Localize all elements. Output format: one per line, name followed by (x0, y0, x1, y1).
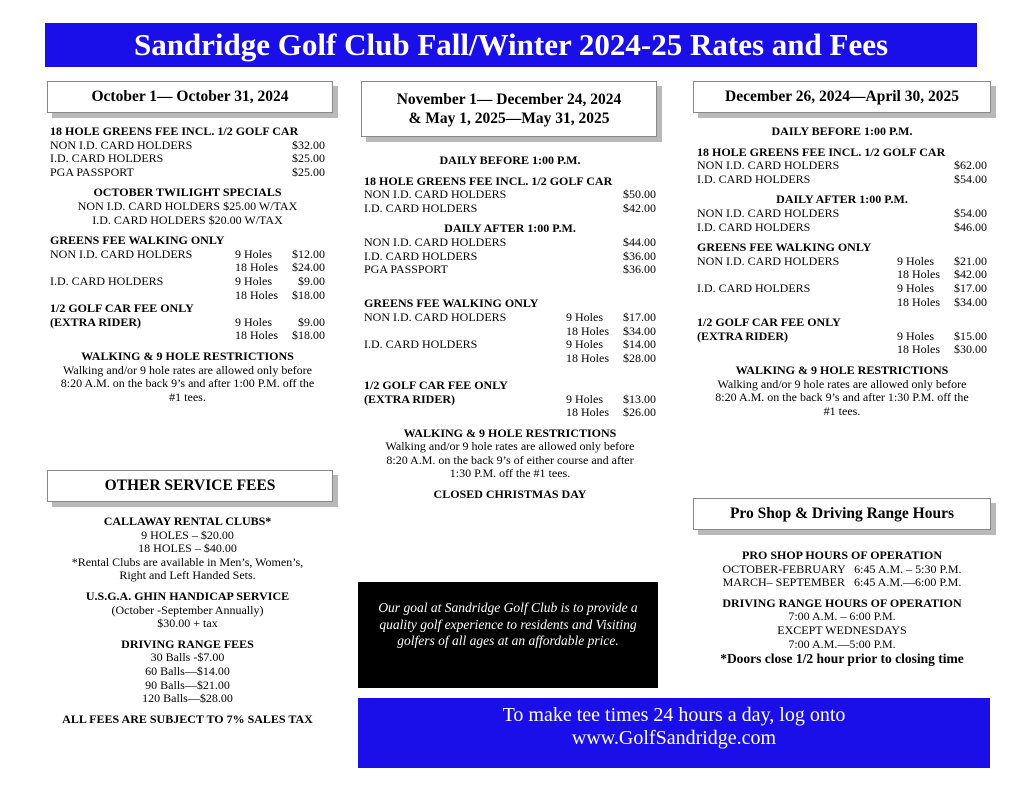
restrictions-line: 8:20 A.M. on the back 9’s and after 1:30 P.M. off the (715, 390, 969, 405)
rate-row: (EXTRA RIDER) 9 Holes $15.00 (697, 328, 987, 343)
range-fee-line: 90 Balls—$21.00 (145, 677, 230, 692)
other-fees-header-box (47, 470, 333, 502)
rate-row: I.D. CARD HOLDERS $36.00 (364, 248, 656, 263)
proshop-header-box (693, 498, 991, 530)
daily-before-title: DAILY BEFORE 1:00 P.M. (771, 124, 913, 138)
rate-row: 18 Holes $24.00 (235, 260, 325, 275)
rental-line: 18 HOLES – $40.00 (138, 541, 237, 556)
rate-row: NON I.D. CARD HOLDERS 9 Holes $21.00 (697, 253, 987, 268)
rate-row: 18 Holes $28.00 (566, 350, 656, 365)
restrictions-title: WALKING & 9 HOLE RESTRICTIONS (81, 348, 294, 363)
october-header: October 1— October 31, 2024 (91, 88, 289, 105)
proshop-hours (697, 549, 987, 667)
twilight-title: OCTOBER TWILIGHT SPECIALS (93, 185, 282, 200)
restrictions-line: 8:20 A.M. on the back 9’s and after 1:00 P.M. off the (60, 376, 315, 391)
tee-times-banner (358, 698, 990, 768)
proshop-hours-line: OCTOBER-FEBRUARY 6:45 A.M. – 5:30 P.M. (722, 561, 962, 576)
restrictions-title: WALKING & 9 HOLE RESTRICTIONS (735, 362, 949, 377)
november-header-line: November 1— December 24, 2024 (396, 91, 622, 108)
rate-row: NON I.D. CARD HOLDERS 9 Holes $17.00 (364, 309, 656, 324)
rate-row: 18 Holes $34.00 (897, 294, 987, 309)
range-fee-line: 60 Balls—$14.00 (145, 663, 230, 678)
restrictions-line: Walking and/or 9 hole rates are allowed only before (385, 439, 635, 454)
rate-row: PGA PASSPORT $36.00 (364, 262, 656, 277)
rate-row: NON I.D. CARD HOLDERS $32.00 (50, 137, 325, 152)
greens-fee-title: 18 HOLE GREENS FEE INCL. 1/2 GOLF CAR (697, 144, 946, 159)
rate-row: 18 Holes $26.00 (566, 405, 656, 420)
walking-title: GREENS FEE WALKING ONLY (697, 240, 872, 255)
december-header-box (693, 81, 991, 113)
daily-after-title: DAILY AFTER 1:00 P.M. (776, 192, 908, 207)
rate-row: I.D. CARD HOLDERS $46.00 (697, 219, 987, 234)
twilight-line: NON I.D. CARD HOLDERS $25.00 W/TAX (77, 198, 298, 213)
range-fee-line: 30 Balls -$7.00 (150, 650, 225, 665)
rate-row: 18 Holes $18.00 (235, 328, 325, 343)
proshop-header: Pro Shop & Driving Range Hours (729, 505, 955, 522)
walking-title: GREENS FEE WALKING ONLY (364, 296, 539, 311)
rate-row: I.D. CARD HOLDERS 9 Holes $17.00 (697, 280, 987, 295)
restrictions-line: #1 tees. (169, 389, 206, 404)
twilight-line: I.D. CARD HOLDERS $20.00 W/TAX (92, 212, 283, 227)
restrictions-line: Walking and/or 9 hole rates are allowed only before (63, 362, 312, 377)
range-hours-line: 7:00 A.M. – 6:00 P.M. (788, 609, 896, 624)
rental-title: CALLAWAY RENTAL CLUBS* (103, 514, 272, 528)
walking-title: GREENS FEE WALKING ONLY (50, 233, 225, 248)
rental-line: *Rental Clubs are available in Men’s, Women’s, (71, 554, 304, 569)
rate-row: NON I.D. CARD HOLDERS $62.00 (697, 158, 987, 173)
ghin-line: (October -September Annually) (111, 602, 264, 617)
restrictions-line: #1 tees. (823, 403, 861, 418)
rate-row: NON I.D. CARD HOLDERS $44.00 (364, 234, 656, 249)
december-rates (697, 125, 987, 418)
rate-row: PGA PASSPORT $25.00 (50, 164, 325, 179)
restrictions-line: Walking and/or 9 hole rates are allowed only before (717, 376, 967, 391)
website-link[interactable]: www.GolfSandridge.com (571, 727, 777, 749)
daily-after-title: DAILY AFTER 1:00 P.M. (444, 221, 576, 236)
rate-row: I.D. CARD HOLDERS 9 Holes $14.00 (364, 337, 656, 352)
car-fee-title: 1/2 GOLF CAR FEE ONLY (50, 301, 194, 316)
rate-row: (EXTRA RIDER) 9 Holes $9.00 (50, 314, 325, 329)
range-hours-title: DRIVING RANGE HOURS OF OPERATION (722, 595, 962, 610)
other-fees-header: OTHER SERVICE FEES (104, 477, 276, 494)
doors-close-note: *Doors close 1/2 hour prior to closing time (720, 651, 964, 667)
rental-line: 9 HOLES – $20.00 (141, 527, 234, 542)
rate-row: 18 Holes $34.00 (566, 323, 656, 338)
closed-christmas: CLOSED CHRISTMAS DAY (433, 487, 587, 502)
restrictions-title: WALKING & 9 HOLE RESTRICTIONS (403, 425, 617, 440)
range-hours-line: 7:00 A.M.—5:00 P.M. (788, 636, 896, 651)
october-rates (50, 125, 325, 404)
restrictions-line: 8:20 A.M. on the back 9’s of either course and after (386, 452, 634, 467)
rate-row: NON I.D. CARD HOLDERS 9 Holes $12.00 (50, 246, 325, 261)
rental-line: Right and Left Handed Sets. (119, 568, 256, 583)
rate-row: 18 Holes $18.00 (235, 287, 325, 302)
greens-fee-title: 18 HOLE GREENS FEE INCL. 1/2 GOLF CAR (364, 173, 613, 188)
rate-row: I.D. CARD HOLDERS $42.00 (364, 200, 656, 215)
ghin-line: $30.00 + tax (157, 616, 218, 631)
november-header-line: & May 1, 2025—May 31, 2025 (408, 110, 610, 127)
range-hours-line: EXCEPT WEDNESDAYS (777, 622, 907, 637)
other-fees (50, 515, 325, 726)
page-title: Sandridge Golf Club Fall/Winter 2024-25 Rates and Fees (45, 23, 977, 67)
rate-row: I.D. CARD HOLDERS $54.00 (697, 171, 987, 186)
november-rates (364, 154, 656, 502)
tee-times-line: To make tee times 24 hours a day, log onto (502, 704, 846, 726)
october-header-box (47, 81, 333, 113)
daily-before-title: DAILY BEFORE 1:00 P.M. (439, 153, 581, 167)
rate-row: NON I.D. CARD HOLDERS $50.00 (364, 187, 656, 202)
rate-row: I.D. CARD HOLDERS 9 Holes $9.00 (50, 273, 325, 288)
november-header-box (361, 81, 657, 137)
rate-row: (EXTRA RIDER) 9 Holes $13.00 (364, 391, 656, 406)
rate-row: I.D. CARD HOLDERS $25.00 (50, 151, 325, 166)
car-fee-title: 1/2 GOLF CAR FEE ONLY (364, 377, 508, 392)
proshop-hours-line: MARCH– SEPTEMBER 6:45 A.M.—6:00 P.M. (722, 575, 962, 590)
car-fee-title: 1/2 GOLF CAR FEE ONLY (697, 315, 841, 330)
mission-statement: Our goal at Sandridge Golf Club is to provide a quality golf experience to residents and Visiting golfers of all ages at an affordable price. (358, 582, 658, 688)
rate-row: 18 Holes $42.00 (897, 267, 987, 282)
restrictions-line: 1:30 P.M. off the #1 tees. (449, 466, 571, 481)
range-fee-line: 120 Balls—$28.00 (142, 691, 233, 706)
rate-row: NON I.D. CARD HOLDERS $54.00 (697, 205, 987, 220)
ghin-title: U.S.G.A. GHIN HANDICAP SERVICE (85, 588, 290, 603)
range-fees-title: DRIVING RANGE FEES (121, 636, 254, 651)
december-header: December 26, 2024—April 30, 2025 (725, 88, 959, 105)
rate-row: 18 Holes $30.00 (897, 342, 987, 357)
greens-fee-title: 18 HOLE GREENS FEE INCL. 1/2 GOLF CAR (50, 124, 299, 138)
proshop-hours-title: PRO SHOP HOURS OF OPERATION (741, 548, 942, 562)
sales-tax-note: ALL FEES ARE SUBJECT TO 7% SALES TAX (62, 711, 313, 726)
